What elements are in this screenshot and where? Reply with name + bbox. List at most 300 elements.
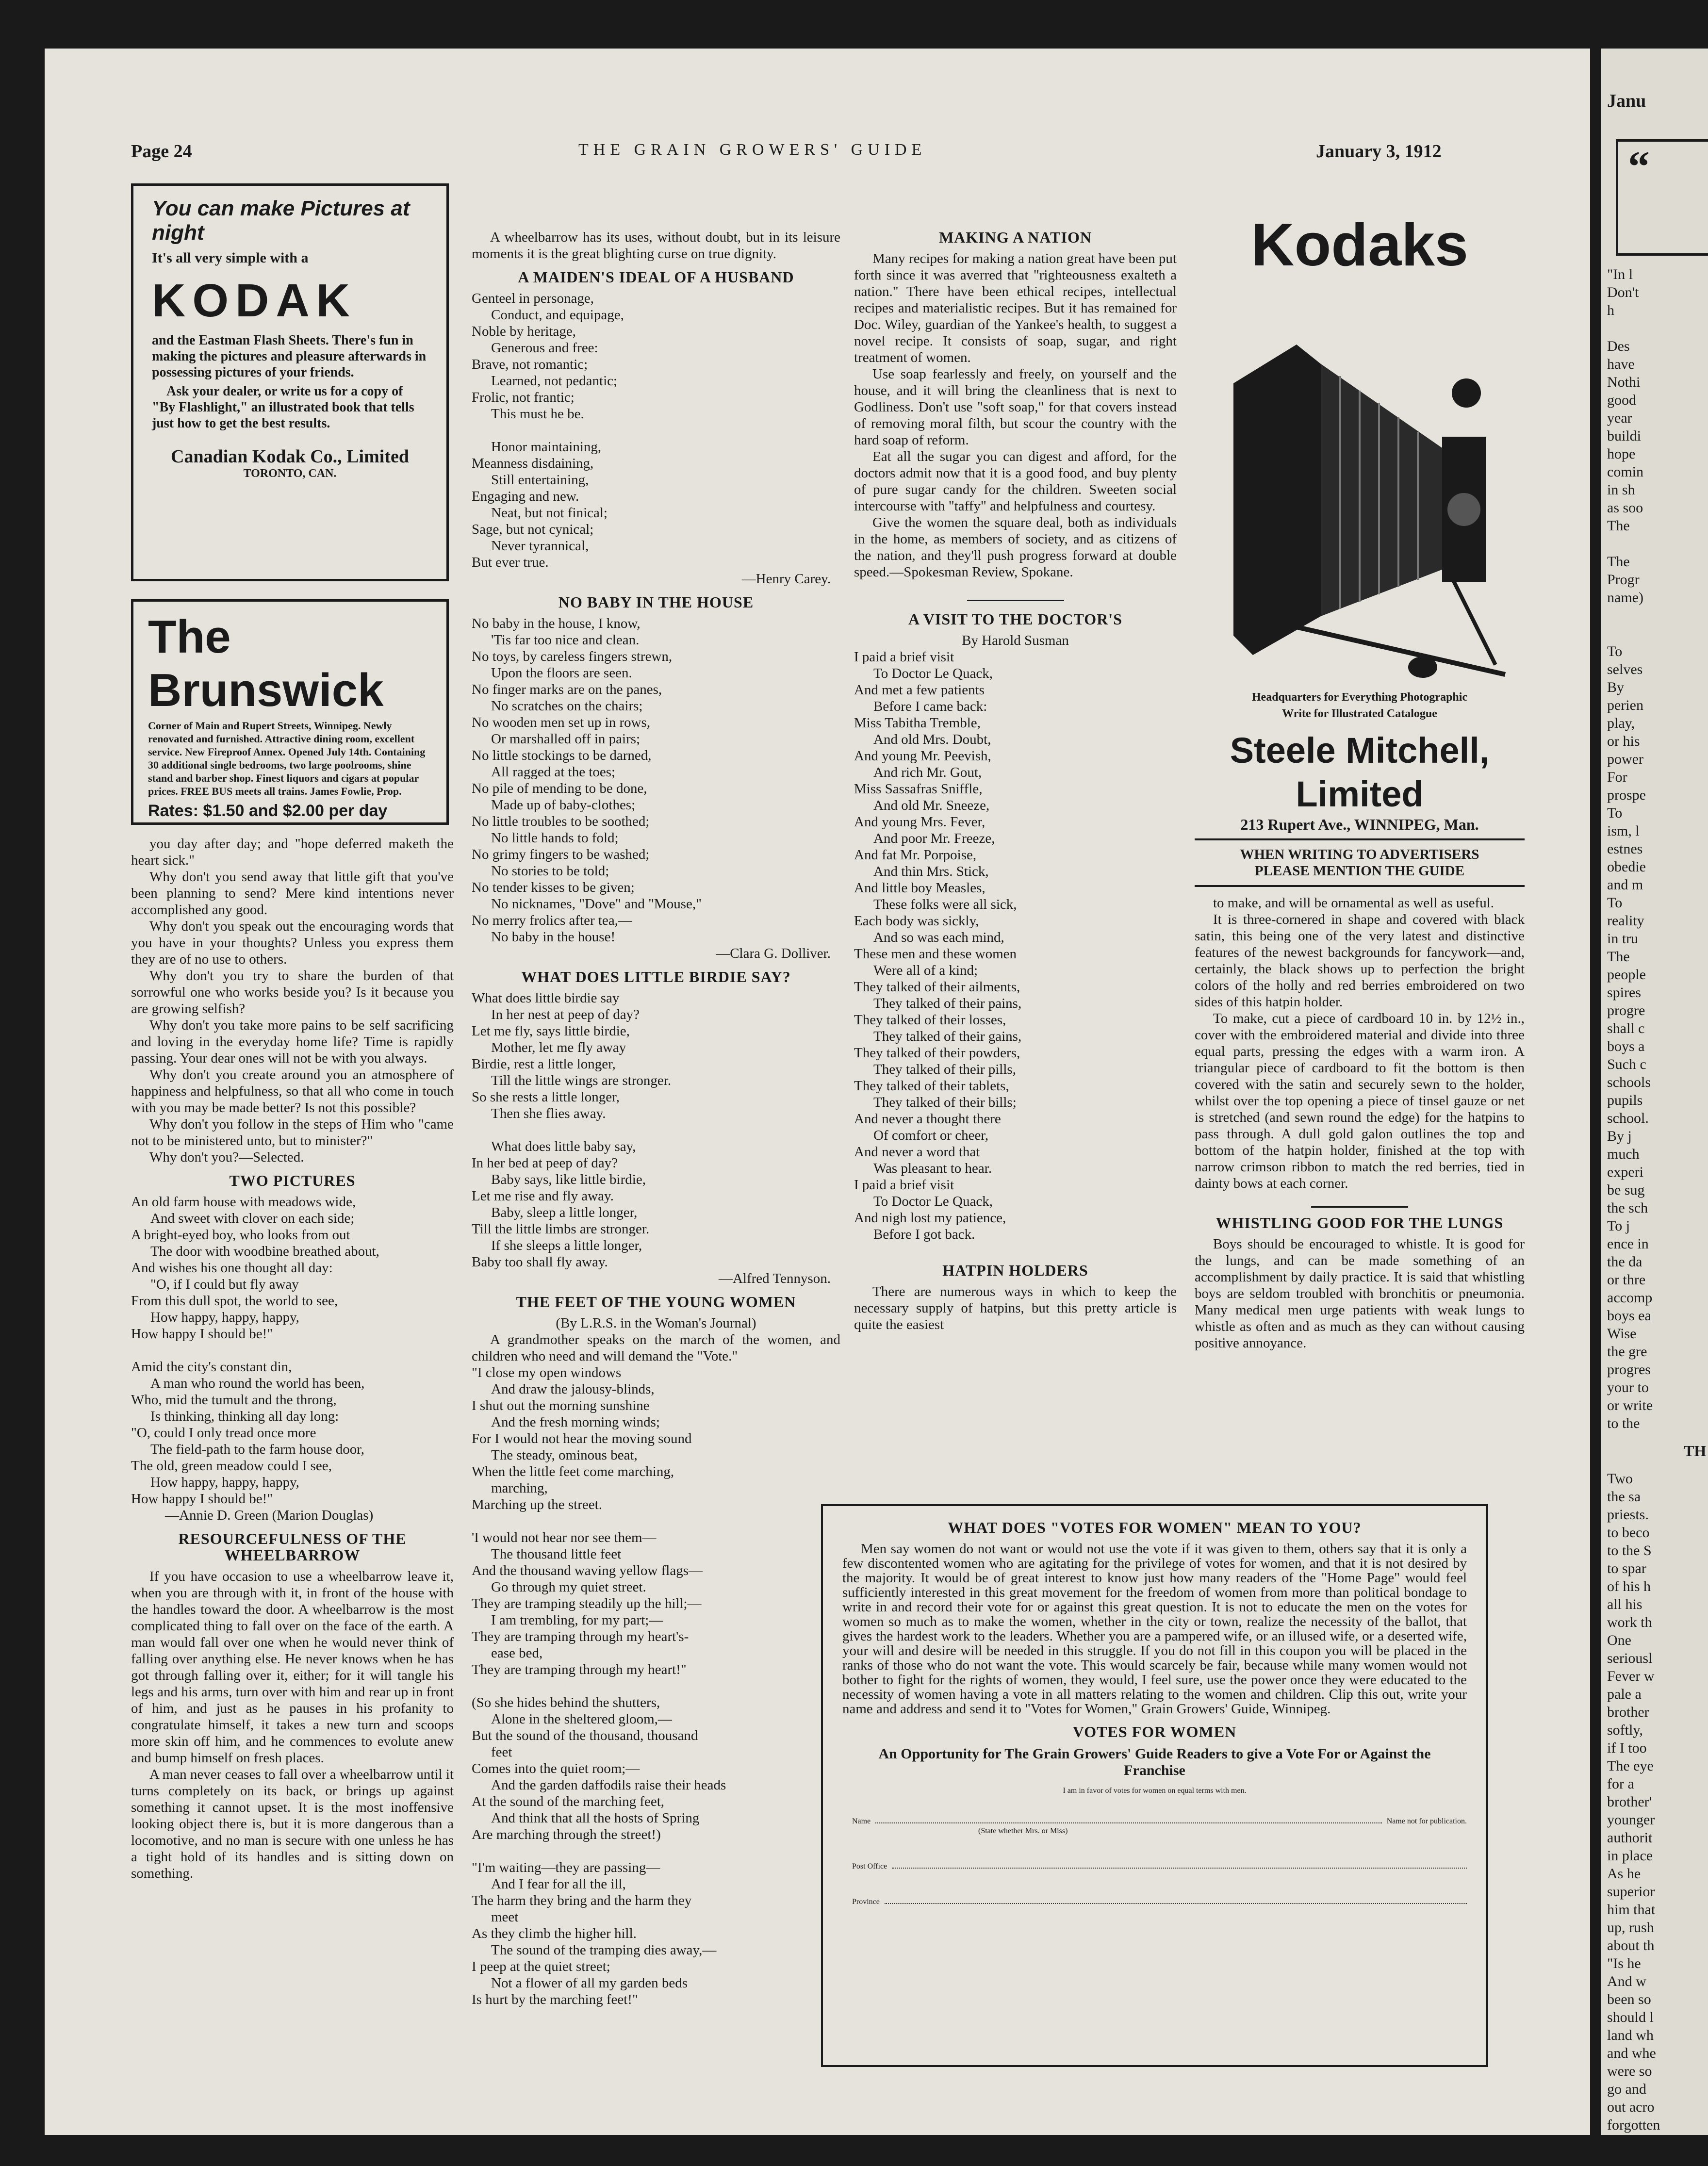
verse-line: to the <box>1607 1415 1640 1431</box>
two-pictures-attribution: —Annie D. Green (Marion Douglas) <box>165 1508 374 1523</box>
verse-line: your to <box>1607 1379 1649 1395</box>
verse-line: spires <box>1607 985 1641 1001</box>
next-page-heading: TH <box>1684 1442 1707 1460</box>
verse-line: out acro <box>1607 2099 1655 2115</box>
wheelbarrow-title: RESOURCEFULNESS OF THE WHEELBARROW <box>178 1530 407 1564</box>
verse-line: No grimy fingers to be washed; <box>472 847 650 862</box>
verse-line: for a <box>1607 1776 1634 1792</box>
newspaper-page <box>45 49 1590 2135</box>
doctor-title: A VISIT TO THE DOCTOR'S <box>908 610 1122 628</box>
brunswick-body: Corner of Main and Rupert Streets, Winnipeg. Newly renovated and furnished. Attractive dining room, excellent service. New Fireproof Annex. Opened July 14th. Containing 30 additional single bedrooms, two large poolrooms, shine stand and barber shop. Finest liquors and cigars at popular prices. FREE BUS meets all trains. James Fowlie, Prop. <box>148 720 426 797</box>
verse-line: All ragged at the toes; <box>491 764 616 780</box>
verse-line: play, <box>1607 715 1635 731</box>
verse-line: They are tramping through my heart's- <box>472 1629 689 1644</box>
verse-line: Honor maintaining, <box>491 439 602 455</box>
verse-line: How happy I should be!" <box>131 1326 273 1342</box>
nation-text <box>854 250 1177 580</box>
verse-line: land wh <box>1607 2027 1654 2043</box>
paragraph: Why don't you follow in the steps of Him who "came not to be ministered unto, but to minister?" <box>131 1116 454 1149</box>
verse-line: In her bed at peep of day? <box>472 1155 618 1171</box>
verse-line: No stories to be told; <box>491 863 609 879</box>
verse-line: people <box>1607 967 1646 983</box>
verse-line: meet <box>491 1909 519 1925</box>
verse-line: (So she hides behind the shutters, <box>472 1695 660 1710</box>
verse-line: pale a <box>1607 1686 1642 1702</box>
verse-line: No nicknames, "Dove" and "Mouse," <box>491 896 702 912</box>
name-line[interactable] <box>875 1810 1382 1823</box>
verse-line: authorit <box>1607 1830 1653 1846</box>
birdie-attribution: —Alfred Tennyson. <box>718 1271 831 1286</box>
verse-line: perien <box>1607 697 1643 713</box>
name-note: Name not for publication. <box>1386 1817 1467 1825</box>
hatpin-title: HATPIN HOLDERS <box>942 1262 1088 1279</box>
verse-line: go and <box>1607 2081 1646 2097</box>
verse-line: Baby, sleep a little longer, <box>491 1205 638 1220</box>
post-office-field[interactable] <box>852 1855 1467 1871</box>
verse-line <box>472 1513 840 1529</box>
verse-line: the gre <box>1607 1344 1647 1360</box>
verse-line: In her nest at peep of day? <box>491 1007 640 1022</box>
verse-line: Brave, not romantic; <box>472 357 588 372</box>
verse-line: A man who round the world has been, <box>150 1376 365 1391</box>
steele-mitchell-name: Steele Mitchell, Limited <box>1230 730 1490 814</box>
verse-line: the sa <box>1607 1489 1641 1505</box>
verse-line: should l <box>1607 2009 1654 2025</box>
verse-line: h <box>1607 302 1614 318</box>
verse-line: The sound of the tramping dies away,— <box>491 1942 717 1958</box>
verse-line: Till the little limbs are stronger. <box>472 1221 650 1237</box>
votes-coupon-box <box>821 1504 1488 2067</box>
verse-line: A bright-eyed boy, who looks from out <box>131 1227 350 1243</box>
verse-line: Never tyrannical, <box>491 538 589 554</box>
verse-line: I paid a brief visit <box>854 649 954 665</box>
verse-line: "Is he <box>1607 1955 1641 1971</box>
wheelbarrow-text <box>131 1568 454 1882</box>
verse-line: be sug <box>1607 1182 1645 1198</box>
verse-line: And never a word that <box>854 1144 980 1160</box>
verse-line: Before I got back. <box>873 1227 975 1242</box>
verse-line: about th <box>1607 1937 1655 1953</box>
verse-line <box>472 1843 840 1859</box>
verse-line: By <box>1607 679 1625 695</box>
verse-line: Des <box>1607 338 1630 354</box>
kodak-ad-city: TORONTO, CAN. <box>243 467 337 480</box>
verse-line: feet <box>491 1744 512 1760</box>
verse-line: And poor Mr. Freeze, <box>873 831 995 846</box>
column-2 <box>472 229 840 2008</box>
verse-line: At the sound of the marching feet, <box>472 1794 665 1809</box>
two-pictures-title: TWO PICTURES <box>229 1172 356 1189</box>
verse-line: prospe <box>1607 787 1646 803</box>
paragraph: To make, cut a piece of cardboard 10 in. by 12½ in., cover with the embroidered material and divide into three equal parts, pressing the edges with a warm iron. A triangular piece of cardboard to fit the bottom is then covered with the satin and securely sewn to the holder, whilst over the top opening a piece of tinsel gauze or net is stretched (and sewn round the edge) for the hatpins to pass through. A dull gold galon outlines the top and bottom of the hatpin holder, finished at the top with narrow crimson ribbon to match the red berries, tied in dainty bows at each corner. <box>1195 1011 1525 1191</box>
verse-line: Are marching through the street!) <box>472 1827 661 1842</box>
verse-line: in tru <box>1607 931 1639 947</box>
verse-line: Till the little wings are stronger. <box>491 1073 672 1088</box>
verse-line: progres <box>1607 1362 1651 1378</box>
paragraph: Give the women the square deal, both as individuals in the home, as members of society, and as citizens of the nation, and they'll push progress forward at double speed.—Spokesman Review, Spokane. <box>854 515 1177 580</box>
quote-mark-icon: “ <box>1628 143 1650 191</box>
birdie-title: WHAT DOES LITTLE BIRDIE SAY? <box>521 968 791 985</box>
verse-line: They are tramping steadily up the hill;— <box>472 1596 702 1611</box>
verse-line: obedie <box>1607 859 1646 875</box>
verse-line: Learned, not pedantic; <box>491 373 618 389</box>
verse-line: Then she flies away. <box>491 1106 606 1121</box>
hatpin-intro: There are numerous ways in which to keep the necessary supply of hatpins, but this pretty article is quite the easiest <box>854 1284 1177 1332</box>
name-field[interactable] <box>852 1810 1467 1826</box>
verse-line: buildi <box>1607 428 1642 444</box>
verse-line: They talked of their gains, <box>873 1029 1022 1044</box>
verse-line: of his h <box>1607 1578 1651 1594</box>
verse-line: estnes <box>1607 841 1643 857</box>
advertisers-notice-2: PLEASE MENTION THE GUIDE <box>1254 863 1465 879</box>
verse-line: No baby in the house! <box>491 929 616 945</box>
verse-line: And young Mr. Peevish, <box>854 748 991 764</box>
verse-line: or his <box>1607 733 1640 749</box>
verse-line: ence in <box>1607 1236 1649 1252</box>
kodak-ad-body: and the Eastman Flash Sheets. There's fun in making the pictures and pleasure afterwards in possessing pictures of your friends. <box>152 333 427 380</box>
next-page-header: Janu <box>1607 91 1646 111</box>
paragraph: Use soap fearlessly and freely, on yourself and the house, and it will bring the cleanliness that is next to Godliness. Don't use "soft soap," for that covers instead of removing moral filth, but scour the country with the hard soap of reform. <box>854 366 1177 448</box>
verse-line: To Doctor Le Quack, <box>873 1194 993 1209</box>
verse-line: What does little birdie say <box>472 990 620 1006</box>
kodaks-tagline1: Headquarters for Everything Photographic <box>1251 691 1468 704</box>
verse-line: And the fresh morning winds; <box>491 1414 660 1430</box>
verse-line: No merry frolics after tea,— <box>472 913 632 928</box>
verse-line: or thre <box>1607 1272 1646 1288</box>
divider <box>1195 885 1525 887</box>
verse-line: Neat, but not finical; <box>491 505 608 521</box>
verse-line: The <box>1607 554 1630 570</box>
nation-title: MAKING A NATION <box>939 229 1092 246</box>
paragraph: Why don't you speak out the encouraging words that you have in your thoughts? Unless you express them they are of no use to others. <box>131 919 454 967</box>
verse-line <box>1607 607 1708 624</box>
verse-line: "In l <box>1607 266 1633 282</box>
verse-line: And nigh lost my patience, <box>854 1210 1006 1226</box>
kodak-ad <box>131 183 449 581</box>
coupon-title: VOTES FOR WOMEN <box>1072 1723 1237 1740</box>
verse-line: reality <box>1607 913 1644 929</box>
verse-line: Or marshalled off in pairs; <box>491 731 640 747</box>
state-note: (State whether Mrs. or Miss) <box>978 1827 1068 1835</box>
verse-line: Two <box>1607 1471 1633 1487</box>
verse-line: When the little feet come marching, <box>472 1464 674 1479</box>
verse-line: experi <box>1607 1164 1643 1180</box>
verse-line: Let me fly, says little birdie, <box>472 1023 630 1039</box>
verse-line: "I close my open windows <box>472 1365 622 1380</box>
paragraph: Eat all the sugar you can digest and afford, for the doctors admit now that it is a good food, and buy plenty of pure sugar candy for the children. Sweeten social intercourse with "taffy" and helpfulness and courtesy. <box>854 449 1177 514</box>
verse-line: Of comfort or cheer, <box>873 1128 989 1143</box>
verse-line: Mother, let me fly away <box>491 1040 626 1055</box>
verse-line: up, rush <box>1607 1920 1654 1936</box>
verse-line: The old, green meadow could I see, <box>131 1458 332 1474</box>
no-baby-poem <box>472 615 840 945</box>
verse-line: younger <box>1607 1812 1655 1828</box>
verse-line: "I'm waiting—they are passing— <box>472 1860 660 1875</box>
verse-line: marching, <box>491 1480 548 1496</box>
steele-mitchell-address: 213 Rupert Ave., WINNIPEG, Man. <box>1240 816 1479 833</box>
maiden-title: A MAIDEN'S IDEAL OF A HUSBAND <box>518 268 794 286</box>
province-field[interactable] <box>852 1890 1467 1906</box>
paragraph: to make, and will be ornamental as well as useful. <box>1213 895 1494 911</box>
verse-line: So she rests a little longer, <box>472 1089 620 1105</box>
verse-line: Amid the city's constant din, <box>131 1359 292 1375</box>
paragraph: Why don't you try to share the burden of that sorrowful one who works beside you? Is it because you are growing selfish? <box>131 968 454 1017</box>
kodaks-brand: Kodaks <box>1251 212 1468 279</box>
verse-line: They talked of their tablets, <box>854 1078 1009 1094</box>
birdie-poem <box>472 990 840 1270</box>
verse-line: For I would not hear the moving sound <box>472 1431 692 1446</box>
verse-line: By j <box>1607 1128 1632 1144</box>
verse-line: To Doctor Le Quack, <box>873 666 993 681</box>
verse-line: And young Mrs. Fever, <box>854 814 985 830</box>
verse-line: And fat Mr. Porpoise, <box>854 847 977 863</box>
verse-line <box>472 1122 840 1138</box>
verse-line: And old Mr. Sneeze, <box>873 798 990 813</box>
verse-line: Meanness disdaining, <box>472 456 594 471</box>
verse-line: They talked of their pains, <box>873 996 1022 1011</box>
kodak-ad-headline: You can make Pictures at night <box>152 197 410 245</box>
verse-line: 'Tis far too nice and clean. <box>491 632 640 648</box>
verse-line: "O, could I only tread once more <box>131 1425 316 1441</box>
why-dont-you-text <box>131 836 454 1165</box>
two-pictures-poem <box>131 1194 454 1507</box>
verse-line: boys a <box>1607 1038 1645 1054</box>
verse-line <box>472 1678 840 1694</box>
verse-line: No baby in the house, I know, <box>472 616 640 631</box>
verse-line: selves <box>1607 661 1643 677</box>
verse-line: And the garden daffodils raise their heads <box>491 1777 726 1793</box>
next-page-box <box>1616 139 1708 256</box>
verse-line: year <box>1607 410 1632 426</box>
verse-line: Were all of a kind; <box>873 963 978 978</box>
verse-line: They talked of their powders, <box>854 1045 1020 1061</box>
verse-line: Each body was sickly, <box>854 913 979 929</box>
verse-line: in sh <box>1607 482 1635 498</box>
verse-line: work th <box>1607 1614 1652 1630</box>
verse-line: have <box>1607 356 1635 372</box>
province-label: Province <box>852 1898 880 1906</box>
maiden-attribution: —Henry Carey. <box>741 571 831 587</box>
verse-line: For <box>1607 769 1627 785</box>
verse-line: if I too <box>1607 1740 1647 1756</box>
verse-line: Let me rise and fly away. <box>472 1188 614 1204</box>
verse-line: Alone in the sheltered gloom,— <box>491 1711 672 1727</box>
wheelbarrow-conclusion: A wheelbarrow has its uses, without doubt, but in its leisure moments it is the great blighting curse on true dignity. <box>472 230 840 262</box>
coupon-subtitle: An Opportunity for The Grain Growers' Guide Readers to give a Vote For or Against the Franchise <box>878 1746 1431 1778</box>
verse-line: good <box>1607 392 1636 408</box>
verse-line: No little hands to fold; <box>491 830 619 846</box>
verse-line: And little boy Measles, <box>854 880 985 896</box>
coupon-favor: I am in favor of votes for women on equal terms with men. <box>1063 1787 1247 1795</box>
verse-line: How happy I should be!" <box>131 1491 273 1507</box>
kodak-ad-body2: Ask your dealer, or write us for a copy of "By Flashlight," an illustrated book that tells just how to get the best results. <box>152 384 414 431</box>
verse-line: But ever true. <box>472 555 549 570</box>
verse-line: Is hurt by the marching feet!" <box>472 1992 638 2007</box>
verse-line: And rich Mr. Gout, <box>873 765 982 780</box>
verse-line: And w <box>1607 1973 1646 1989</box>
verse-line: 'I would not hear nor see them— <box>472 1530 657 1545</box>
verse-line: seriousl <box>1607 1650 1653 1666</box>
verse-line: shall c <box>1607 1020 1645 1036</box>
verse-line: boys ea <box>1607 1308 1651 1324</box>
verse-line: And the thousand waving yellow flags— <box>472 1563 703 1578</box>
verse-line: The <box>1607 949 1630 965</box>
brunswick-name: The Brunswick <box>148 611 384 716</box>
verse-line: And so was each mind, <box>873 930 1004 945</box>
verse-line: Frolic, not frantic; <box>472 390 575 405</box>
next-page-edge <box>1601 49 1708 2135</box>
verse-line: And sweet with clover on each side; <box>150 1211 355 1226</box>
verse-line: the da <box>1607 1254 1642 1270</box>
verse-line: Baby says, like little birdie, <box>491 1172 646 1187</box>
verse-line: Who, mid the tumult and the throng, <box>131 1392 337 1408</box>
verse-line: The field-path to the farm house door, <box>150 1442 364 1457</box>
province-line[interactable] <box>885 1890 1467 1904</box>
verse-line: Engaging and new. <box>472 489 579 504</box>
verse-line: "O, if I could but fly away <box>150 1277 299 1292</box>
verse-line: Fever w <box>1607 1668 1655 1684</box>
column-1 <box>131 836 454 1882</box>
verse-line: The steady, ominous beat, <box>491 1447 638 1463</box>
brunswick-ad <box>131 599 449 825</box>
brunswick-rates: Rates: $1.50 and $2.00 per day <box>148 802 388 820</box>
verse-line: And old Mrs. Doubt, <box>873 732 991 747</box>
verse-line: Baby too shall fly away. <box>472 1254 608 1270</box>
verse-line: or write <box>1607 1397 1653 1413</box>
verse-line: much <box>1607 1146 1640 1162</box>
verse-line: Upon the floors are seen. <box>491 665 632 681</box>
verse-line: And draw the jalousy-blinds, <box>491 1381 655 1397</box>
paragraph: It is three-cornered in shape and covered with black satin, this being one of the very latest and distinctive features of the newest backgrounds for fancywork—and, certainly, the black shows up to perfection the bright colors of the holly and red berries embroidered on two sides of this hatpin holder. <box>1195 912 1525 1010</box>
verse-line: An old farm house with meadows wide, <box>131 1194 356 1210</box>
paragraph: Why don't you create around you an atmosphere of happiness and helpfulness, so that all who come in touch with you may be made better? Is not this possible? <box>131 1067 454 1116</box>
paragraph: A man never ceases to fall over a wheelbarrow until it turns completely on its back, or brings up against something it cannot upset. It is the most inoffensive looking object there is, but it is more dangerous than a locomotive, and no man is secure with one unless he has a tight hold of its handles and is sitting down on something. <box>131 1767 454 1881</box>
verse-line: To <box>1607 805 1623 821</box>
issue-date: January 3, 1912 <box>1316 141 1442 162</box>
verse-line: Such c <box>1607 1056 1646 1072</box>
verse-line: Not a flower of all my garden beds <box>491 1975 688 1991</box>
verse-line: The door with woodbine breathed about, <box>150 1244 379 1259</box>
kodak-ad-company: Canadian Kodak Co., Limited <box>171 446 409 467</box>
masthead: THE GRAIN GROWERS' GUIDE <box>578 141 927 159</box>
verse-line: No toys, by careless fingers strewn, <box>472 649 673 664</box>
verse-line: And I fear for all the ill, <box>491 1876 626 1892</box>
verse-line: to spar <box>1607 1560 1646 1576</box>
doctor-poem <box>854 649 1177 1243</box>
whistling-text: Boys should be encouraged to whistle. It is good for the lungs, and can be made something of an accomplishment by daily practice. It is said that whistling boys are seldom troubled with bronchitis or pneumonia. Many medical men urge patients with weak lungs to whistle as often and as much as they can without causing positive annoyance. <box>1195 1236 1525 1351</box>
feet-intro: A grandmother speaks on the march of the women, and children who need and will demand the "Vote." <box>472 1332 840 1364</box>
verse-line: progre <box>1607 1002 1645 1018</box>
verse-line: These folks were all sick, <box>873 897 1017 912</box>
post-office-line[interactable] <box>892 1855 1467 1869</box>
verse-line: been so <box>1607 1991 1651 2007</box>
verse-line: power <box>1607 751 1643 767</box>
maiden-poem <box>472 290 840 571</box>
verse-line: No finger marks are on the panes, <box>472 682 662 697</box>
verse-line: This must he be. <box>491 406 584 422</box>
kodaks-tagline2: Write for Illustrated Catalogue <box>1282 707 1437 720</box>
doctor-author: By Harold Susman <box>962 633 1069 648</box>
votes-title: WHAT DOES "VOTES FOR WOMEN" MEAN TO YOU? <box>948 1519 1362 1536</box>
verse-line: and whe <box>1607 2045 1656 2061</box>
verse-line: The <box>1607 518 1630 534</box>
divider <box>1311 1206 1408 1208</box>
verse-line: Conduct, and equipage, <box>491 307 624 323</box>
verse-line: How happy, happy, happy, <box>150 1310 299 1325</box>
verse-line: forgotten <box>1607 2117 1660 2133</box>
verse-line: I shut out the morning sunshine <box>472 1398 650 1413</box>
verse-line: Sage, but not cynical; <box>472 522 594 537</box>
verse-line: What does little baby say, <box>491 1139 636 1154</box>
paragraph: Why don't you?—Selected. <box>149 1149 304 1165</box>
verse-line: brother' <box>1607 1794 1652 1810</box>
kodak-ad-line2: It's all very simple with a <box>152 250 309 266</box>
verse-line: softly, <box>1607 1722 1643 1738</box>
verse-line: As he <box>1607 1866 1641 1882</box>
verse-line: Miss Tabitha Tremble, <box>854 715 981 731</box>
verse-line: They talked of their pills, <box>873 1062 1016 1077</box>
verse-line: to the S <box>1607 1542 1652 1559</box>
column-3 <box>854 229 1177 1333</box>
verse-line: Birdie, rest a little longer, <box>472 1056 616 1072</box>
verse-line: Wise <box>1607 1326 1637 1342</box>
verse-line: were so <box>1607 2063 1652 2079</box>
verse-line: Is thinking, thinking all day long: <box>150 1409 339 1424</box>
verse-line <box>131 1342 454 1359</box>
verse-line: They are tramping through my heart!" <box>472 1662 687 1677</box>
verse-line: as soo <box>1607 500 1643 516</box>
divider <box>1195 838 1525 840</box>
next-page-text-2 <box>1607 1470 1708 2134</box>
verse-line: pupils <box>1607 1092 1643 1108</box>
verse-line: No pile of mending to be done, <box>472 781 647 796</box>
verse-line: ism, l <box>1607 823 1640 839</box>
verse-line: They talked of their losses, <box>854 1012 1006 1028</box>
verse-line: the sch <box>1607 1200 1648 1216</box>
verse-line: and m <box>1607 877 1643 893</box>
verse-line <box>1607 319 1708 337</box>
verse-line: hope <box>1607 446 1636 462</box>
verse-line: The thousand little feet <box>491 1546 622 1562</box>
verse-line: Go through my quiet street. <box>491 1579 646 1595</box>
verse-line: One <box>1607 1632 1631 1648</box>
column-4 <box>1195 213 1525 1351</box>
divider <box>967 600 1064 601</box>
verse-line: name) <box>1607 590 1643 606</box>
verse-line: Nothi <box>1607 374 1641 390</box>
verse-line: And think that all the hosts of Spring <box>491 1810 700 1826</box>
verse-line: superior <box>1607 1884 1655 1900</box>
name-label: Name <box>852 1817 871 1825</box>
verse-line <box>472 422 840 439</box>
verse-line: to beco <box>1607 1525 1650 1541</box>
verse-line: Noble by heritage, <box>472 324 576 339</box>
verse-line: They talked of their ailments, <box>854 979 1020 995</box>
verse-line: schools <box>1607 1074 1651 1090</box>
verse-line: school. <box>1607 1110 1649 1126</box>
verse-line: accomp <box>1607 1290 1653 1306</box>
verse-line: I am trembling, for my part;— <box>491 1612 663 1628</box>
verse-line: Progr <box>1607 572 1640 588</box>
whistling-title: WHISTLING GOOD FOR THE LUNGS <box>1215 1214 1504 1231</box>
verse-line: To <box>1607 895 1623 911</box>
verse-line: The harm they bring and the harm they <box>472 1893 692 1908</box>
paragraph: Many recipes for making a nation great have been put forth since it was averred that "righteousness exalteth a nation." There have been ethical recipes, intellectual recipes and materialistic recipes. But it has remained for Doc. Wiley, guardian of the Yankee's health, to suggest a novel recipe. It consists of soap, sugar, and right treatment of women. <box>854 251 1177 365</box>
verse-line: No scratches on the chairs; <box>491 698 643 714</box>
verse-line: No little troubles to be soothed; <box>472 814 650 829</box>
verse-line: priests. <box>1607 1507 1649 1523</box>
verse-line: him that <box>1607 1902 1656 1918</box>
